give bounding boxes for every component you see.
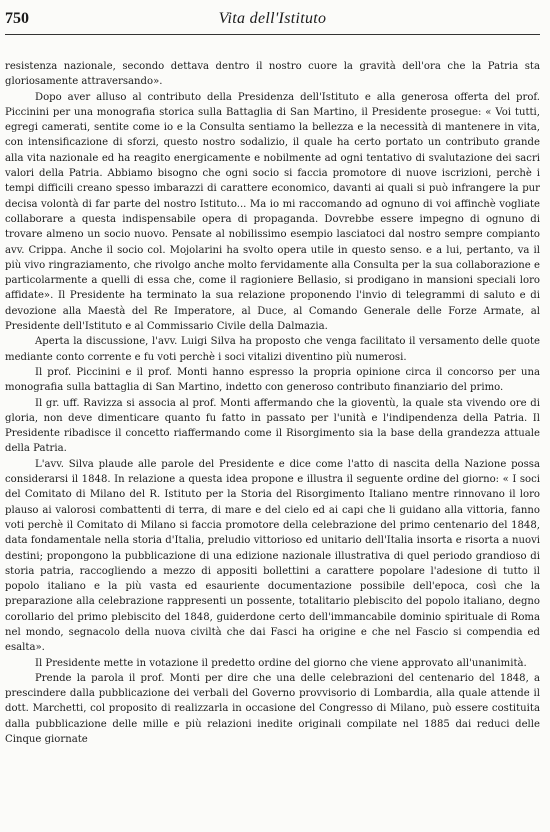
paragraph-monti-centenary: Prende la parola il prof. Monti per dire che una delle celebrazioni del centenario del 1848, a prescindere dalla pubblicazione dei verbali del Governo provvisorio di Lombardia, alla quale attende il dott. Marchetti, col proposito di realizzarla in occasione del Congresso di Milano, può essere costituita dalla pubblicazione delle mille e più relazioni inedite originali compilate nel 1885 dai reduci delle Cinque giornate — [5, 672, 540, 746]
header-rule — [5, 34, 540, 35]
running-title: Vita dell'Istituto — [218, 10, 327, 27]
paragraph-intro: resistenza nazionale, secondo dettava dentro il nostro cuore la gravità dell'ora che la Patria sta gloriosamente attraversando». — [5, 61, 540, 88]
paragraph-ravizza: Il gr. uff. Ravizza si associa al prof. Monti affermando che la gioventù, la quale sta vivendo ore di gloria, non deve dimenticare quanto fu fatto in passato per l'unità e l'indipendenza della Patria. Il Presidente ribadisce il concetto riaffermando come il Risorgimento sia la base della grandezza attuale della Patria. — [5, 397, 540, 455]
paragraph-president-speech: Dopo aver alluso al contributo della Presidenza dell'Istituto e alla generosa offerta del prof. Piccinini per una monografia storica sulla Battaglia di San Martino, il Presidente prosegue: « Voi tutti, egregi camerati, sentite come io e la Consulta sentiamo la bellezza e la necessità di mantenere in vita, con intensificazione di sforzi, questo nostro sodalizio, il quale ha certo portato un contributo grande alla vita nazionale ed ha reagito energicamente e nobilmente ad ogni tentativo di svalutazione dei sacri valori della Patria. Abbiamo bisogno che ogni socio si faccia promotore di nuove iscrizioni, perchè i tempi difficili creano spesso imbarazzi di carattere economico, davanti ai quali si può infrangere la pur decisa volontà di far parte del nostro Istituto... Ma io mi raccomando ad ognuno di voi affinchè vogliate collaborare a questa indispensabile opera di propaganda. Dovrebbe essere impegno di ognuno di trovare almeno un socio nuovo. Pensate al nobilissimo esempio lasciatoci dal nostro sempre compianto avv. Crippa. Anche il socio col. Mojolarini ha svolto opera utile in questo senso. e a lui, pertanto, va il più vivo ringraziamento, che rivolgo anche molto fervidamente alla Consulta per la sua collaborazione e particolarmente a quelli di essa che, come il ragioniere Bellasio, si prodigano in mansioni speciali loro affidate». Il Presidente ha terminato la sua relazione proponendo l'invio di telegrammi di saluto e di devozione alla Maestà del Re Imperatore, al Duce, al Comando Generale delle Forze Armate, al Presidente dell'Istituto e al Commissario Civile della Dalmazia. — [5, 91, 540, 333]
body-text — [5, 59, 540, 747]
paragraph-discussion: Aperta la discussione, l'avv. Luigi Silva ha proposto che venga facilitato il versamento delle quote mediante conto corrente e fu voti perchè i soci vitalizi diventino più numerosi. — [5, 336, 540, 363]
paragraph-silva-motion: L'avv. Silva plaude alle parole del Presidente e dice come l'atto di nascita della Nazione possa considerarsi il 1848. In relazione a questa idea propone e illustra il seguente ordine del giorno: « I soci del Comitato di Milano del R. Istituto per la Storia del Risorgimento Italiano mentre rinnovano il loro plauso ai valorosi combattenti di terra, di mare e del cielo ed ai capi che li guidano alla vittoria, fanno voti perchè il Comitato di Milano si faccia promotore della celebrazione del primo centenario del 1848, data fondamentale nella storia d'Italia, preludio vittorioso ed unitario dell'Italia insorta e risorta a nuovi destini; propongono la pubblicazione di una edizione nazionale illustrativa di quel periodo grandioso di storia patria, raccogliendo a mezzo di appositi bollettini a carattere popolare l'adesione di tutto il popolo italiano e la più vasta ed esauriente documentazione possibile dell'epoca, così che la preparazione alla celebrazione rappresenti un possente, totalitario plebiscito del popolo italiano, degno corollario del primo plebiscito del 1848, guiderdone certo dell'immancabile dominio spirituale di Roma nel mondo, segnacolo della nuova civiltà che dai Fasci ha origine e che nel Fascio si compendia ed esalta». — [5, 458, 540, 654]
running-head — [5, 10, 540, 36]
paragraph-vote: Il Presidente mette in votazione il predetto ordine del giorno che viene approvato all'unanimità. — [35, 657, 527, 669]
page-number: 750 — [5, 10, 29, 27]
paragraph-monograph: Il prof. Piccinini e il prof. Monti hanno espresso la propria opinione circa il concorso per una monografia sulla battaglia di San Martino, indetto con generoso contributo finanziario del primo. — [5, 366, 540, 394]
